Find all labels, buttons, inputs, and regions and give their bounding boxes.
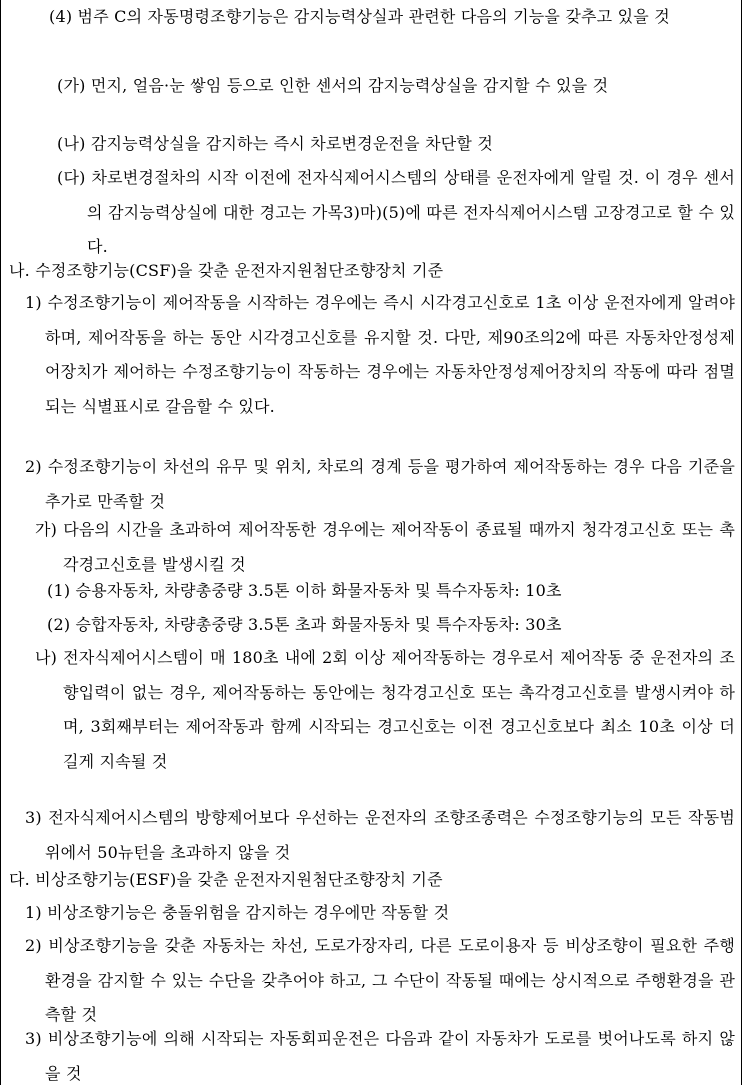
- clause-4: (4) 범주 C의 자동명령조향기능은 감지능력상실과 관련한 다음의 기능을 갖추고 있을 것: [49, 7, 670, 26]
- section-na-heading: 나. 수정조향기능(CSF)을 갖춘 운전자지원첨단조향장치 기준: [9, 261, 444, 280]
- clause-4-ga: (가) 먼지, 얼음·눈 쌓임 등으로 인한 센서의 감지능력상실을 감지할 수 있을 것: [57, 76, 609, 95]
- item-da-3: 3) 비상조향기능에 의해 시작되는 자동회피운전은 다음과 같이 자동차가 도로를 벗어나도록 하지 않을 것: [25, 1029, 735, 1083]
- item-na-1: 1) 수정조향기능이 제어작동을 시작하는 경우에는 즉시 시각경고신호로 1초 이상 운전자에게 알려야 하며, 제어작동을 하는 동안 시각경고신호를 유지할 것. 다만, 제90조의2에 따른 자동차안정성제어장치가 제어하는 수정조향기능이 작동하는 경우에는 자동차안정성제어장치의 작동에 따라 점멸되는 식별표시로 갈음할 수 있다.: [25, 293, 735, 416]
- item-na-2-ga-1: (1) 승용자동차, 차량총중량 3.5톤 이하 화물자동차 및 특수자동차: 10초: [47, 581, 562, 600]
- item-da-2: 2) 비상조향기능을 갖춘 자동차는 차선, 도로가장자리, 다른 도로이용자 등 비상조향이 필요한 주행환경을 감지할 수 있는 수단을 갖추어야 하고, 그 수단이 작동될 때에는 상시적으로 주행환경을 관측할 것: [25, 936, 735, 1025]
- item-na-2: 2) 수정조향기능이 차선의 유무 및 위치, 차로의 경계 등을 평가하여 제어작동하는 경우 다음 기준을 추가로 만족할 것: [25, 457, 735, 511]
- item-da-1: 1) 비상조향기능은 충돌위험을 감지하는 경우에만 작동할 것: [25, 903, 450, 922]
- clause-4-na: (나) 감지능력상실을 감지하는 즉시 차로변경운전을 차단할 것: [57, 134, 494, 153]
- item-na-2-ga: 가) 다음의 시간을 초과하여 제어작동한 경우에는 제어작동이 종료될 때까지 청각경고신호 또는 촉각경고신호를 발생시킬 것: [35, 520, 735, 574]
- item-na-2-ga-2: (2) 승합자동차, 차량총중량 3.5톤 초과 화물자동차 및 특수자동차: 30초: [47, 615, 562, 634]
- item-na-2-na: 나) 전자식제어시스템이 매 180초 내에 2회 이상 제어작동하는 경우로서 제어작동 중 운전자의 조향입력이 없는 경우, 제어작동하는 동안에는 청각경고신호 또는 촉각경고신호를 발생시켜야 하며, 3회째부터는 제어작동과 함께 시작되는 경고신호는 이전 경고신호보다 최소 10초 이상 더 길게 지속될 것: [35, 648, 735, 771]
- item-na-3: 3) 전자식제어시스템의 방향제어보다 우선하는 운전자의 조향조종력은 수정조향기능의 모든 작동범위에서 50뉴턴을 초과하지 않을 것: [25, 808, 735, 862]
- clause-4-da: (다) 차로변경절차의 시작 이전에 전자식제어시스템의 상태를 운전자에게 알릴 것. 이 경우 센서의 감지능력상실에 대한 경고는 가목3)마)(5)에 따른 전자식제어시스템 고장경고로 할 수 있다.: [57, 168, 735, 257]
- section-da-heading: 다. 비상조향기능(ESF)을 갖춘 운전자지원첨단조향장치 기준: [9, 870, 443, 889]
